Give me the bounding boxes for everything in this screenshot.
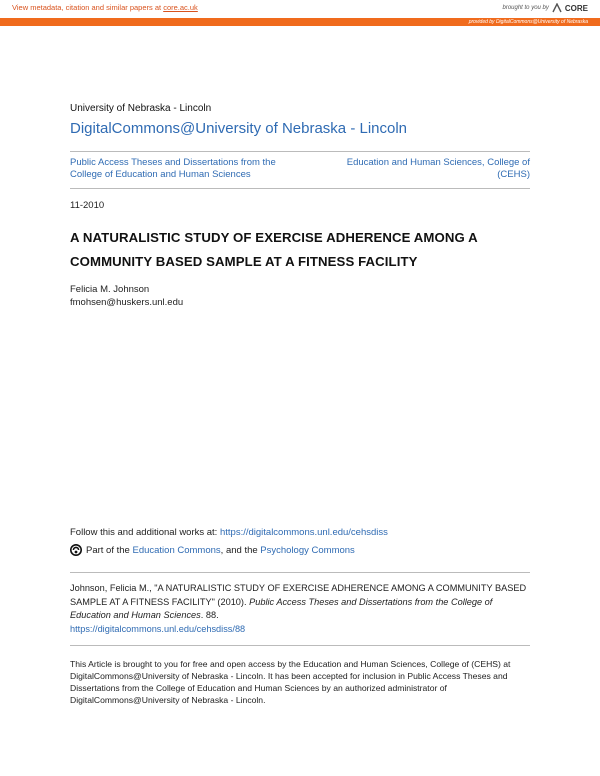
provided-text: provided by DigitalCommons@University of Nebraska bbox=[468, 19, 588, 25]
divider bbox=[70, 188, 530, 189]
collections bbox=[70, 157, 530, 185]
divider bbox=[70, 151, 530, 152]
citation-text: Johnson, Felicia M., "A NATURALISTIC STUDY OF EXERCISE ADHERENCE AMONG A COMMUNITY BASED SAMPLE AT A FITNESS FACILITY" (2010). bbox=[70, 583, 527, 607]
follow-text: Follow this and additional works at: bbox=[70, 527, 218, 538]
citation-series: Public Access Theses and Dissertations from the College of Education and Human Sciences bbox=[70, 596, 493, 620]
core-logo-icon bbox=[552, 3, 562, 13]
divider bbox=[70, 645, 530, 646]
citation-number: . 88. bbox=[200, 610, 219, 620]
citation-block bbox=[70, 582, 530, 636]
brought-text: brought to you by bbox=[502, 5, 549, 11]
partof-middle: , and the bbox=[220, 544, 258, 556]
follow-line bbox=[70, 527, 530, 538]
author-block bbox=[70, 283, 530, 309]
core-link[interactable]: core.ac.uk bbox=[163, 3, 198, 12]
part-of-line bbox=[70, 544, 530, 556]
metadata-line bbox=[12, 3, 198, 12]
citation-url[interactable]: https://digitalcommons.unl.edu/cehsdiss/88 bbox=[70, 623, 246, 634]
commons-icon bbox=[70, 544, 82, 556]
provided-bar bbox=[0, 18, 600, 26]
metadata-text: View metadata, citation and similar papers at bbox=[12, 3, 162, 12]
author-name: Felicia M. Johnson bbox=[70, 284, 150, 295]
publication-date: 11-2010 bbox=[70, 200, 105, 211]
brought-by bbox=[503, 3, 589, 13]
collection-link-right[interactable]: Education and Human Sciences, College of (CEHS) bbox=[346, 157, 530, 180]
core-banner bbox=[0, 0, 600, 18]
collection-link-left[interactable]: Public Access Theses and Dissertations from the College of Education and Human Sciences bbox=[70, 157, 276, 180]
psychology-commons-link[interactable]: Psychology Commons bbox=[260, 544, 355, 556]
education-commons-link[interactable]: Education Commons bbox=[132, 544, 221, 556]
university-name: University of Nebraska - Lincoln bbox=[70, 103, 212, 114]
core-label: CORE bbox=[564, 3, 588, 13]
document-title: A NATURALISTIC STUDY OF EXERCISE ADHERENCE AMONG A COMMUNITY BASED SAMPLE AT A FITNESS FACILITY bbox=[70, 230, 478, 269]
partof-prefix: Part of the bbox=[86, 544, 130, 556]
divider bbox=[70, 572, 530, 573]
access-notice: This Article is brought to you for free and open access by the Education and Human Sciences, College of (CEHS) at DigitalCommons@University of Nebraska - Lincoln. It has been accepted for inclusion in Public Access Theses and Dissertations from the College of Education and Human Sciences by an authorized administrator of DigitalCommons@University of Nebraska - Lincoln. bbox=[70, 659, 511, 705]
repository-title[interactable]: DigitalCommons@University of Nebraska - Lincoln bbox=[70, 120, 408, 137]
author-email: fmohsen@huskers.unl.edu bbox=[70, 297, 184, 308]
follow-link[interactable]: https://digitalcommons.unl.edu/cehsdiss bbox=[219, 527, 388, 538]
